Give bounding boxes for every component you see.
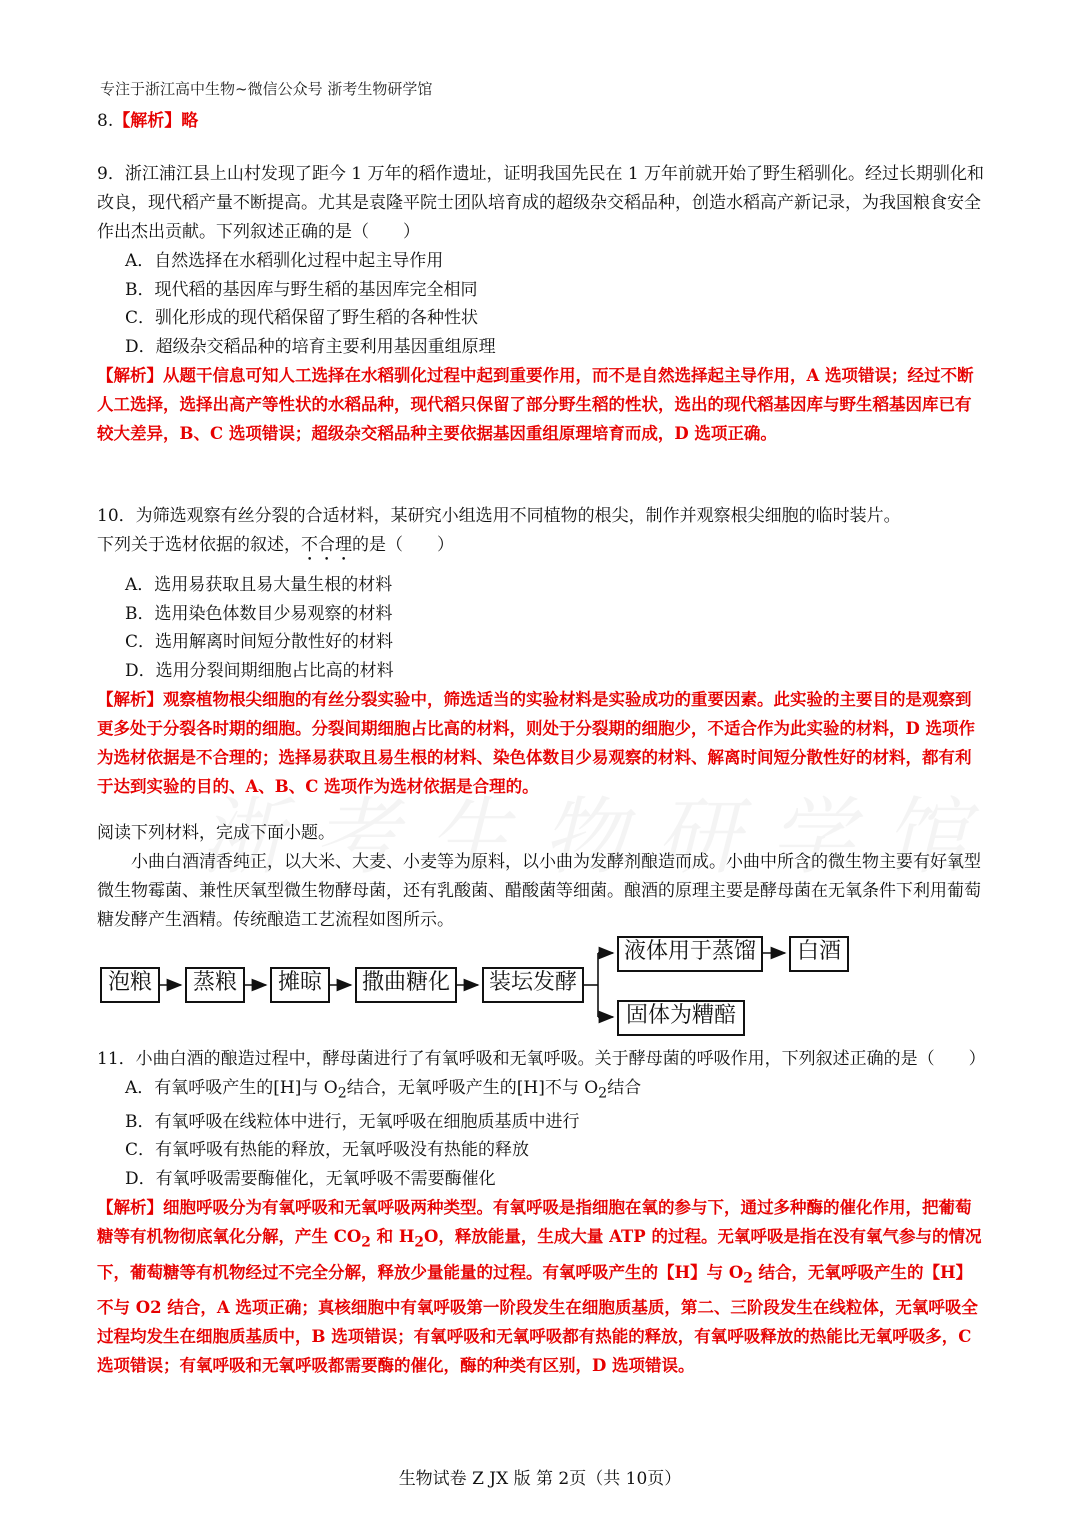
page-footer: 生物试卷 Z JX 版 第 2页（共 10页） [398,1469,682,1489]
q11-option-b: B．有氧呼吸在线粒体中进行，无氧呼吸在细胞质基质中进行 [125,1111,580,1132]
flow-branch-solid: 固体为糟醅 [617,1000,745,1036]
q9-option-d: D．超级杂交稻品种的培育主要利用基因重组原理 [125,336,496,357]
q11-analysis-part3: O，释放能量，生成大量 ATP 的过程。无氧呼吸是指在没有氧气参与的情况下，葡萄糖等有机物经过不完全分解，释放少量能量的过程。有氧呼吸产生的【H】与 O [97,1227,982,1282]
q11-analysis-part4: 结合，无氧呼吸产生的【H】不与 O2 结合，A 选项正确；真核细胞中有氧呼吸第一阶段发生在细胞质基质，第二、三阶段发生在线粒体，无氧呼吸全过程均发生在细胞质基质中，B 选项错误；有氧呼吸和无氧呼吸都有热能的释放，有氧呼吸释放的热能比无氧呼吸多，C 选项错误；有氧呼吸和无氧呼吸都需要酶的催化，酶的种类有区别，D 选项错误。 [97,1262,978,1375]
flow-product: 白酒 [789,936,849,972]
q10-option-a: A．选用易获取且易大量生根的材料 [125,575,393,595]
q10-stem-line1: 10．为筛选观察有丝分裂的合适材料，某研究小组选用不同植物的根尖，制作并观察根尖细胞的临时装片。 [97,506,901,526]
q11-analysis-sub1: 2 [361,1234,371,1251]
q10-stem-post: 的是（ ） [352,535,454,555]
q10-stem-emphasis: 不合理 [301,535,352,555]
q11-option-a-part2: 结合，无氧呼吸产生的[H]不与 O [346,1078,599,1098]
q9-analysis-text: 从题干信息可知人工选择在水稻驯化过程中起到重要作用，而不是自然选择起主导作用，A 选项错误；经过不断人工选择，选择出高产等性状的水稻品种，现代稻只保留了部分野生稻的性状，选出的现代稻基因库与野生稻基因库已有较大差异，B、C 选项错误；超级杂交稻品种主要依据基因重组原理培育而成，D 选项正确。 [97,366,974,443]
q11-option-d: D．有氧呼吸需要酶催化，无氧呼吸不需要酶催化 [125,1168,496,1189]
q8-analysis-tag: 【解析】 [113,111,182,131]
q10-option-d: D．选用分裂间期细胞占比高的材料 [125,660,394,681]
flow-branch-liquid: 液体用于蒸馏 [617,936,763,972]
q9-option-b: B．现代稻的基因库与野生稻的基因库完全相同 [125,279,478,300]
q11-option-a-part1: A．有氧呼吸产生的[H]与 O [125,1078,338,1098]
q11-analysis-part1: 细胞呼吸分为有氧呼吸和无氧呼吸两种类型。有氧呼吸是指细胞在氧的参与下，通过多种酶的催化作用，把葡萄糖等有机物彻底氧化分解，产生 CO [97,1198,972,1247]
q10-option-b: B．选用染色体数目少易观察的材料 [125,603,393,624]
q11-stem: 11．小曲白酒的酿造过程中，酵母菌进行了有氧呼吸和无氧呼吸。关于酵母菌的呼吸作用，下列叙述正确的是（ ） [97,1049,986,1069]
material-text: 小曲白酒清香纯正，以大米、大麦、小麦等为原料，以小曲为发酵剂酿造而成。小曲中所含的微生物主要有好氧型微生物霉菌、兼性厌氧型微生物酵母菌，还有乳酸菌、醋酸菌等细菌。酿酒的原理主要是酵母菌在无氧条件下利用葡萄糖发酵产生酒精。传统酿造工艺流程如图所示。 [97,852,981,930]
flow-step-2: 蒸粮 [185,967,245,1003]
q11-option-a-part3: 结合 [607,1078,642,1098]
flow-step-3: 摊晾 [270,967,330,1003]
q11-analysis-sub2: 2 [414,1234,424,1251]
q11-analysis-part2: 和 H [370,1227,415,1247]
q8-analysis-text: 略 [181,111,199,131]
q10-analysis-text: 观察植物根尖细胞的有丝分裂实验中，筛选适当的实验材料是实验成功的重要因素。此实验的主要目的是观察到更多处于分裂各时期的细胞。分裂间期细胞占比高的材料，则处于分裂期的细胞少，不适合作为此实验的材料，D 选项作为选材依据是不合理的；选择易获取且易生根的材料、染色体数目少易观察的材料、解离时间短分散性好的材料，都有利于达到实验的目的、A、B、C 选项作为选材依据是合理的。 [97,690,976,796]
q8-number: 8. [97,111,114,131]
q10-analysis-tag: 【解析】 [97,690,163,709]
flow-step-1: 泡粮 [100,967,160,1003]
q10-stem-pre: 下列关于选材依据的叙述， [97,535,301,555]
q11-option-a [97,1074,987,1108]
flow-step-5: 装坛发酵 [482,967,584,1003]
q11-analysis-sub3: 2 [743,1269,753,1286]
q11-analysis-tag: 【解析】 [97,1198,163,1218]
flow-step-4: 撒曲糖化 [355,967,457,1003]
q11-option-a-sub1: 2 [337,1085,347,1102]
q9-option-a: A．自然选择在水稻驯化过程中起主导作用 [125,251,444,271]
page-header: 专注于浙江高中生物~微信公众号 浙考生物研学馆 [100,80,433,98]
question-11 [97,1045,987,1380]
q11-option-a-sub2: 2 [598,1085,608,1102]
q11-option-c: C．有氧呼吸有热能的释放，无氧呼吸没有热能的释放 [125,1140,530,1161]
q9-stem: 9．浙江浦江县上山村发现了距今 1 万年的稻作遗址，证明我国先民在 1 万年前就开始了野生稻驯化。经过长期驯化和改良，现代稻产量不断提高。尤其是袁隆平院士团队培育成的超级杂交稻品种，创造水稻高产新记录，为我国粮食安全作出杰出贡献。下列叙述正确的是（ ） [97,164,985,242]
material-intro: 阅读下列材料，完成下面小题。 [97,823,335,843]
q9-analysis-tag: 【解析】 [97,366,163,385]
q9-option-c: C．驯化形成的现代稻保留了野生稻的各种性状 [125,308,479,328]
q11-analysis [97,1193,987,1380]
q10-option-c: C．选用解离时间短分散性好的材料 [125,632,394,652]
